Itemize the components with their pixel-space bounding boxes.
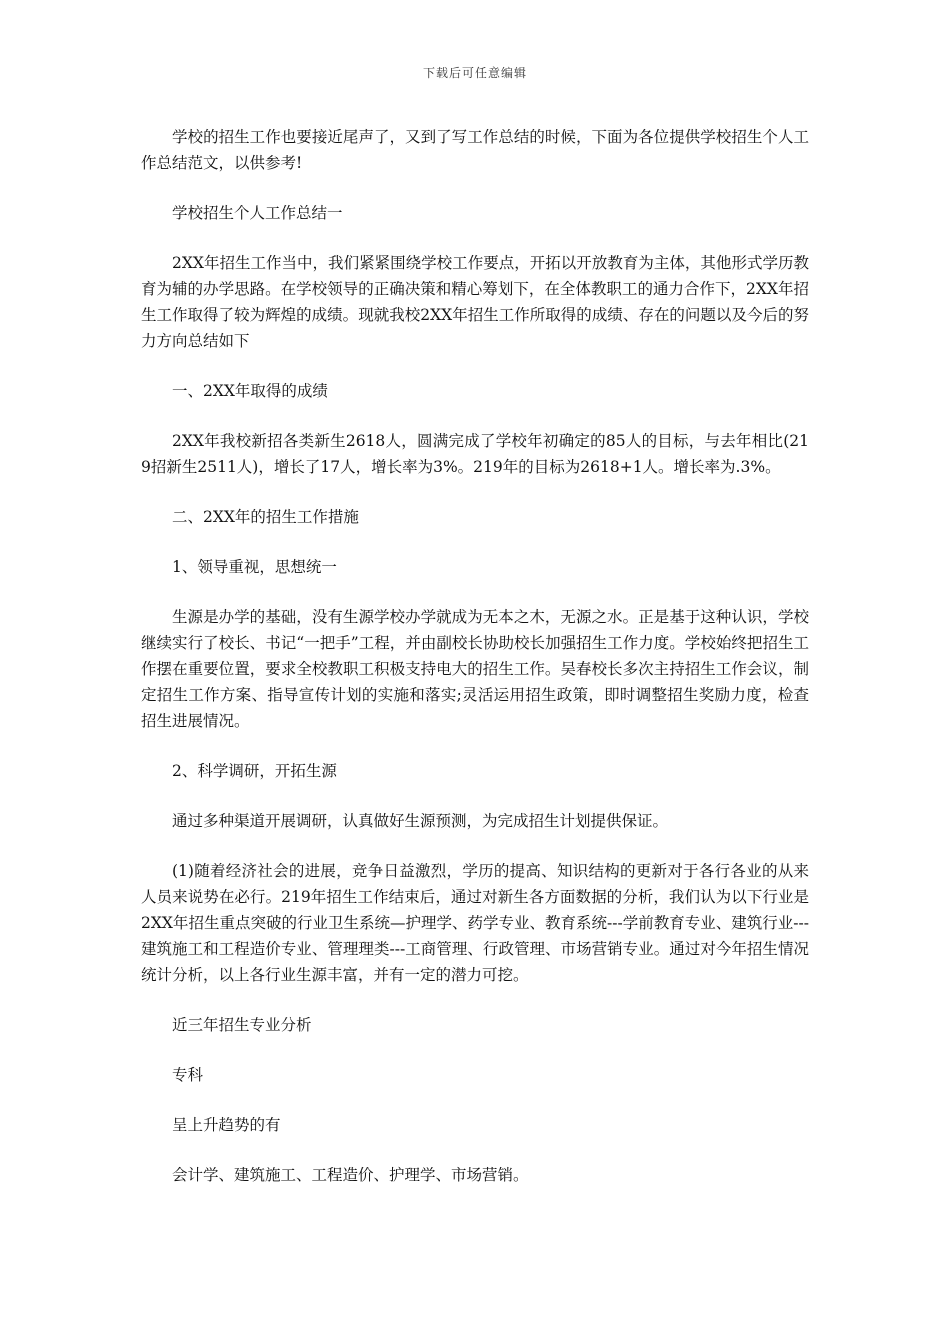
section-title: 学校招生个人工作总结一	[172, 204, 343, 222]
heading-major-analysis: 近三年招生专业分析	[172, 1016, 312, 1034]
subheading-leadership: 1、领导重视，思想统一	[172, 558, 337, 576]
subheading-research: 2、科学调研，开拓生源	[172, 762, 337, 780]
body-paragraph: 2XX年我校新招各类新生2618人，圆满完成了学校年初确定的85人的目标，与去年相比(219招新生2511人)，增长了17人，增长率为3%。219年的目标为2618+1人。增长率为.3%。	[141, 432, 809, 476]
label-junior-college: 专科	[172, 1066, 204, 1084]
document-body	[141, 124, 809, 1212]
list-rising-majors: 会计学、建筑施工、工程造价、护理学、市场营销。	[172, 1166, 529, 1184]
page-header-note: 下载后可任意编辑	[422, 66, 527, 80]
heading-achievements: 一、2XX年取得的成绩	[172, 382, 328, 400]
body-paragraph: (1)随着经济社会的进展，竞争日益激烈，学历的提高、知识结构的更新对于各行各业的从来人员来说势在必行。219年招生工作结束后，通过对新生各方面数据的分析，我们认为以下行业是2XX年招生重点突破的行业卫生系统—护理学、药学专业、教育系统---学前教育专业、建筑行业---建筑施工和工程造价专业、管理理类---工商管理、行政管理、市场营销专业。通过对今年招生情况统计分析，以上各行业生源丰富，并有一定的潜力可挖。	[141, 862, 809, 984]
heading-measures: 二、2XX年的招生工作措施	[172, 508, 359, 526]
body-paragraph: 2XX年招生工作当中，我们紧紧围绕学校工作要点，开拓以开放教育为主体，其他形式学历教育为辅的办学思路。在学校领导的正确决策和精心筹划下，在全体教职工的通力合作下，2XX年招生工作取得了较为辉煌的成绩。现就我校2XX年招生工作所取得的成绩、存在的问题以及今后的努力方向总结如下	[141, 254, 809, 350]
label-rising-trend: 呈上升趋势的有	[172, 1116, 281, 1134]
intro-paragraph: 学校的招生工作也要接近尾声了，又到了写工作总结的时候，下面为各位提供学校招生个人工作总结范文，以供参考!	[141, 128, 809, 172]
body-paragraph: 通过多种渠道开展调研，认真做好生源预测，为完成招生计划提供保证。	[172, 812, 669, 830]
body-paragraph: 生源是办学的基础，没有生源学校办学就成为无本之木，无源之水。正是基于这种认识，学校继续实行了校长、书记“一把手”工程，并由副校长协助校长加强招生工作力度。学校始终把招生工作摆在重要位置，要求全校教职工积极支持电大的招生工作。吴春校长多次主持招生工作会议，制定招生工作方案、指导宣传计划的实施和落实;灵活运用招生政策，即时调整招生奖励力度，检查招生进展情况。	[141, 608, 809, 730]
